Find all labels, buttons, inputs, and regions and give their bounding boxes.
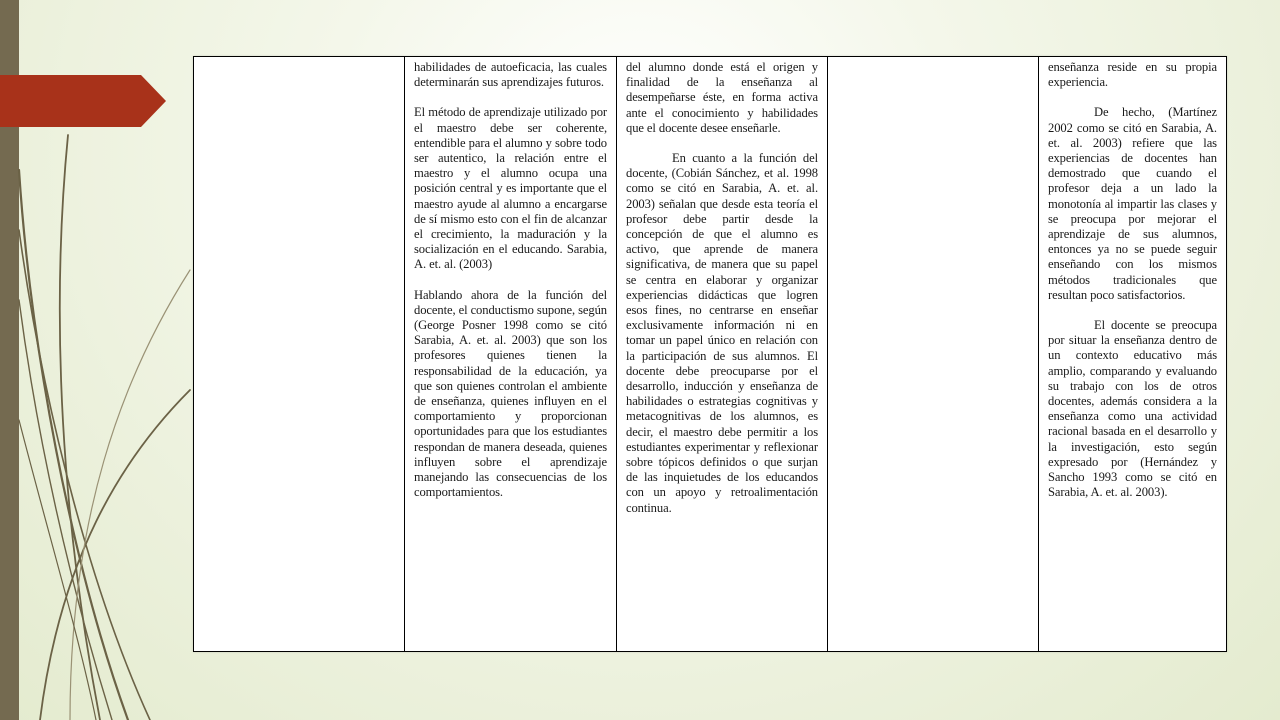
- table-paragraph: del alumno donde está el origen y finalidad de la enseñanza al desempeñarse éste, en forma activa ante el conocimiento y habilidades que el docente desee enseñarle.: [626, 60, 818, 135]
- table-column-5: [1039, 57, 1226, 651]
- content-table: [193, 56, 1227, 652]
- table-paragraph: El docente se preocupa por situar la enseñanza dentro de un contexto educativo más amplio, comparando y evaluando su trabajo con los de otros docentes, además considera a la enseñanza como una actividad racional basada en el desarrollo y la investigación, esto según expresado por (Hernández y Sancho 1993 como se citó en Sarabia, A. et. al. 2003).: [1048, 318, 1217, 500]
- table-paragraph: Hablando ahora de la función del docente, el conductismo supone, según (George Posner 1998 como se citó Sarabia, A. et. al. 2003) que son los profesores quienes tienen la responsabilidad de la educación, ya que son quienes controlan el ambiente de enseñanza, quienes influyen en el comportamiento y proporcionan oportunidades para que los estudiantes respondan de manera deseada, quienes influyen sobre el aprendizaje manejando las consecuencias de los comportamientos.: [414, 287, 607, 500]
- table-paragraph: El método de aprendizaje utilizado por el maestro debe ser coherente, entendible para el alumno y sobre todo ser autentico, la relación entre el maestro y el alumno ocupa una posición central y es importante que el maestro ayude al alumno a encargarse de sí mismo esto con el fin de alcanzar el crecimiento, la maduración y la socialización en el educando. Sarabia, A. et. al. (2003): [414, 105, 607, 272]
- table-paragraph: En cuanto a la función del docente, (Cobián Sánchez, et al. 1998 como se citó en Sarabia, A. et. al. 2003) señalan que desde esta teoría el profesor debe partir desde la concepción de que el alumno es activo, que aprende de manera significativa, de manera que su papel se centra en elaborar y organizar experiencias didácticas que logren esos fines, no centrarse en enseñar exclusivamente información ni en tomar un papel único en relación con la participación de sus alumnos. El docente debe preocuparse por el desarrollo, inducción y enseñanza de habilidades o estrategias cognitivas y metacognitivas de los alumnos, es decir, el maestro debe permitir a los estudiantes experimentar y reflexionar sobre tópicos definidos o que surjan de las inquietudes de los educandos con un apoyo y retroalimentación continua.: [626, 151, 818, 515]
- table-column-3: [617, 57, 828, 651]
- table-paragraph: De hecho, (Martínez 2002 como se citó en Sarabia, A. et. al. 2003) refiere que las experiencias de docentes han demostrado que cuando el profesor deja a un lado la monotonía al impartir las clases y se preocupa por mejorar el aprendizaje de sus alumnos, entonces ya no se puede seguir enseñando con los mismos métodos tradicionales que resultan poco satisfactorios.: [1048, 105, 1217, 302]
- table-column-2: [405, 57, 617, 651]
- table-paragraph: enseñanza reside en su propia experiencia.: [1048, 60, 1217, 90]
- table-column-1: [194, 57, 405, 651]
- table-paragraph: habilidades de autoeficacia, las cuales determinarán sus aprendizajes futuros.: [414, 60, 607, 90]
- table-column-4: [828, 57, 1039, 651]
- slide-accent-tab: [0, 75, 166, 127]
